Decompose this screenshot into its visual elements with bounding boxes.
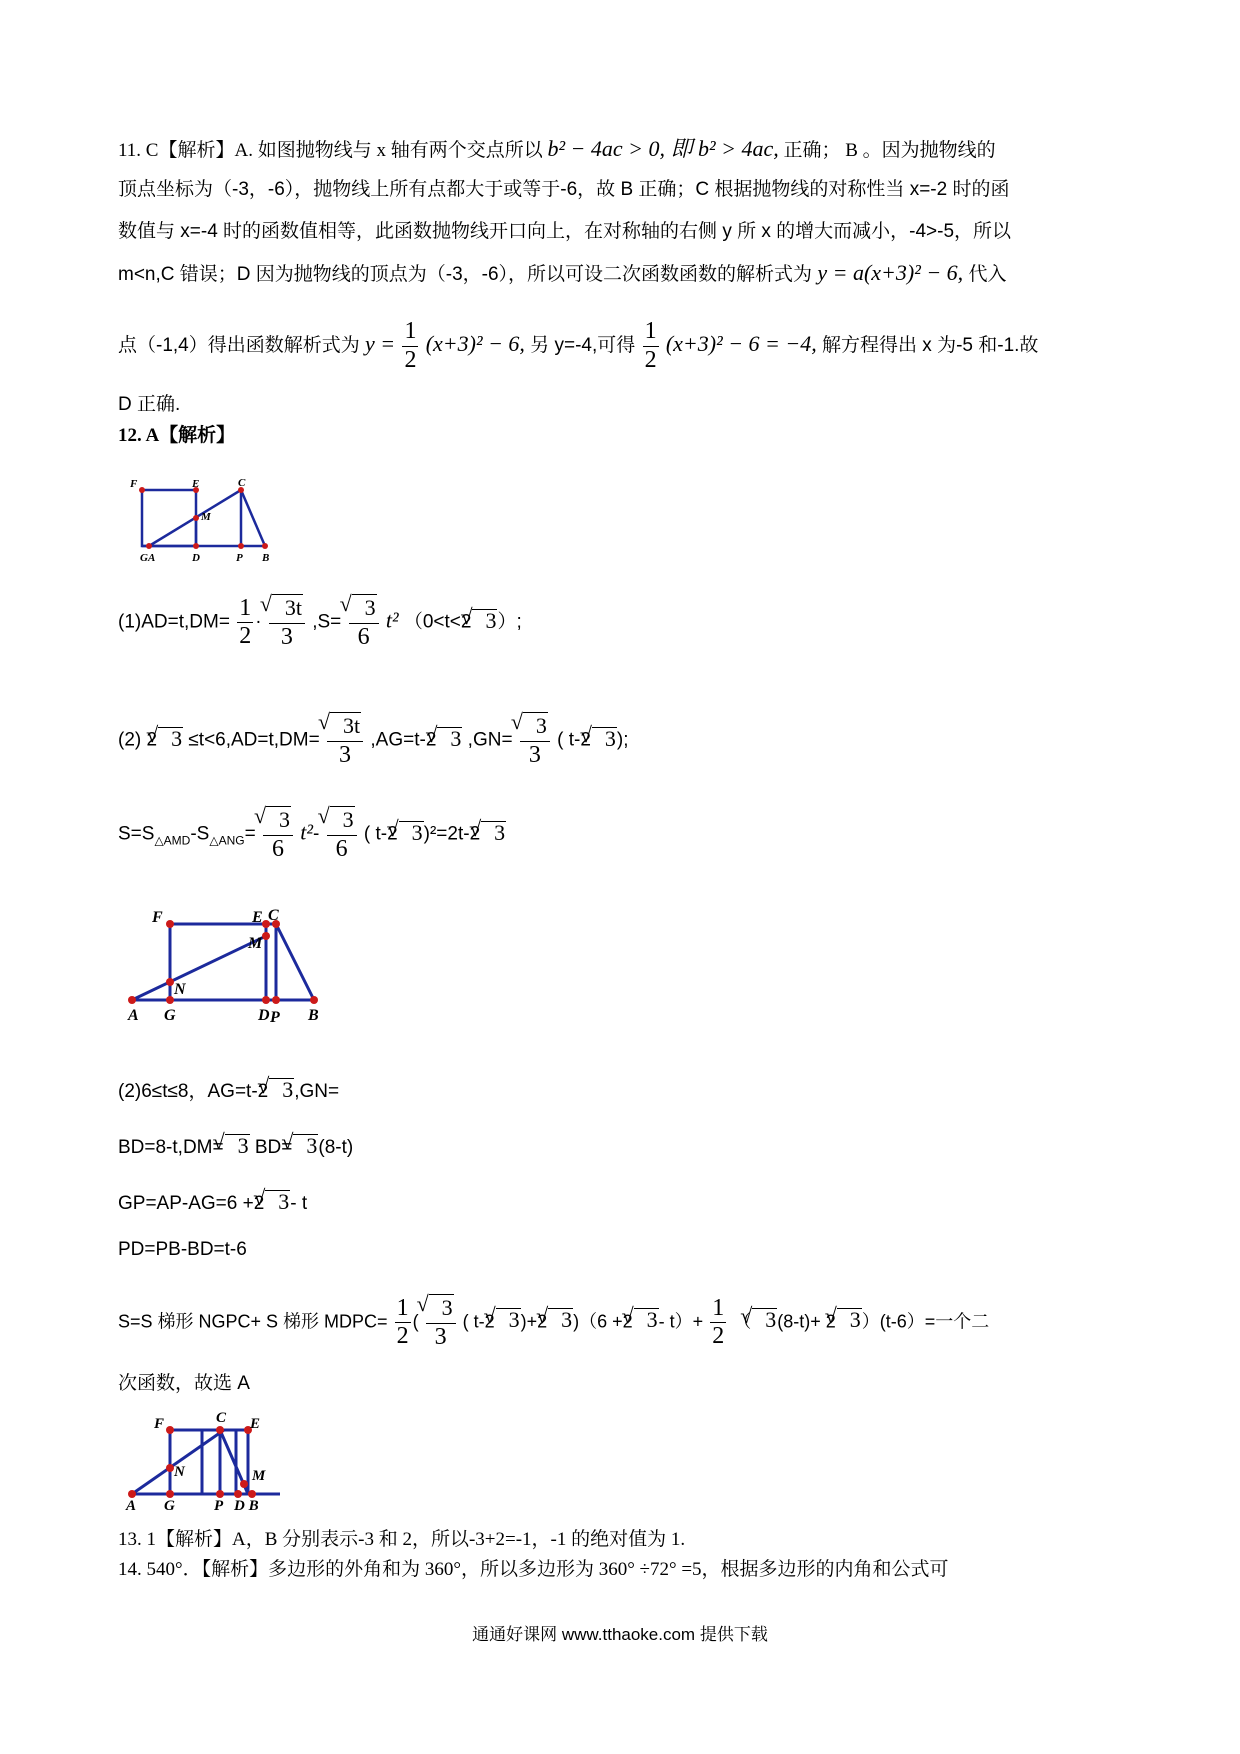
- label-F: F: [154, 1416, 165, 1432]
- label-P: P: [270, 1009, 280, 1026]
- q12-case3-gp: GP=AP-AG=6 +2√ 3- t: [118, 1190, 1128, 1213]
- label-G: G: [164, 1007, 176, 1024]
- figure-3: [118, 1404, 298, 1514]
- figure-2: [118, 898, 338, 1028]
- label-B: B: [308, 1007, 319, 1024]
- q12-case3-pd: PD=PB-BD=t-6: [118, 1239, 247, 1260]
- q12-title: 12. A【解析】: [118, 425, 236, 446]
- q13: 13. 1【解析】A，B 分别表示-3 和 2，所以-3+2=-1，-1 的绝对值为 1.: [118, 1529, 686, 1550]
- q11-line5: 点（-1,4）得出函数解析式为 y = $\frac{1}{2}$ (x+3)² − 6, 另 y=-4,可得 $\frac{1}{2}$ (x+3)² − 6 = −4, 解方程得出 x 为-5 和-1.故: [118, 318, 1039, 373]
- figure-1: [128, 476, 308, 566]
- label-N: N: [174, 1464, 185, 1480]
- label-D: D: [192, 552, 200, 564]
- label-DB: D B: [234, 1498, 259, 1514]
- label-E: E: [252, 909, 263, 926]
- q12-case3-bd: BD=8-t,DM=√ 3 BD=√ 3(8-t): [118, 1134, 1128, 1157]
- q12-case3: (2)6≤t≤8，AG=t-2√ 3,GN=: [118, 1078, 1128, 1101]
- label-C: C: [216, 1410, 227, 1426]
- label-E: E: [250, 1416, 261, 1432]
- q12-case1: (1)AD=t,DM= $\frac{1}{2}$ · √ $\frac{3t}{3}$ ,S= √ $\frac{3}{6}$ t² （0<t<2√ 3）;: [118, 594, 1128, 651]
- q12-conclusion: 次函数，故选 A: [118, 1373, 250, 1394]
- label-A: A: [126, 1498, 137, 1514]
- label-P: P: [236, 552, 243, 564]
- q11-line6: D 正确.: [118, 394, 181, 415]
- page-footer: 通通好课网 www.tthaoke.com 提供下载: [472, 1625, 768, 1644]
- q11-line4: m<n,C 错误；D 因为抛物线的顶点为（-3，-6），所以可设二次函数函数的解析式为 y = a(x+3)² − 6, 代入: [118, 260, 1007, 285]
- q11-line3: 数值与 x=-4 时的函数值相等，此函数抛物线开口向上，在对称轴的右侧 y 所 x 的增大而减小，-4>-5，所以: [118, 221, 1012, 242]
- label-D: D: [258, 1007, 270, 1024]
- vertex-form-formula: y = a(x+3)² − 6,: [817, 260, 964, 285]
- label-M: M: [201, 511, 211, 523]
- q12-case3-area: S=S 梯形 NGPC+ S 梯形 MDPC= $\frac{1}{2}$ ( √ $\frac{3}{3}$ ( t-2√ 3)+2√ 3)（6 +2√ 3- t）+ $\frac{1}{2}$ （√ 3(8-t)+ 2√ 3）(t-6）=一个二: [118, 1294, 1128, 1351]
- q14: 14. 540°．【解析】多边形的外角和为 360°，所以多边形为 360° ÷72° =5，根据多边形的内角和公式可: [118, 1559, 949, 1580]
- inequality-formula: b² − 4ac > 0, 即 b² > 4ac,: [547, 136, 779, 161]
- label-M: M: [252, 1468, 266, 1484]
- label-B: B: [262, 552, 270, 564]
- q12-case2: (2) 2√ 3 ≤t<6,AD=t,DM= √ $\frac{3t}{3}$ ,AG=t-2√ 3 ,GN= √ $\frac{3}{3}$ ( t-2√ 3);: [118, 712, 1128, 769]
- label-C: C: [238, 477, 246, 489]
- label-P: P: [214, 1498, 224, 1514]
- label-F: F: [152, 909, 163, 926]
- q12-case2-area: $S=S_{\triangle AMD}-S_{\triangle ANG}=$ √ $\frac{3}{6}$ t²- √ $\frac{3}{6}$ ( t-2√ 3)²=2t-2√ 3: [118, 806, 1128, 863]
- label-A: A: [128, 1007, 139, 1024]
- q11-line1: 11. C【解析】A. 如图抛物线与 x 轴有两个交点所以 b² − 4ac > 0, 即 b² > 4ac, 正确； B 。因为抛物线的: [118, 136, 996, 161]
- q11-line2: 顶点坐标为（-3，-6），抛物线上所有点都大于或等于-6，故 B 正确；C 根据抛物线的对称性当 x=-2 时的函: [118, 179, 1010, 200]
- label-M: M: [248, 935, 263, 952]
- label-GA: GA: [140, 552, 156, 564]
- label-F: F: [130, 478, 138, 490]
- label-C: C: [268, 907, 279, 924]
- label-N: N: [174, 981, 186, 998]
- label-E: E: [192, 478, 200, 490]
- label-G: G: [164, 1498, 175, 1514]
